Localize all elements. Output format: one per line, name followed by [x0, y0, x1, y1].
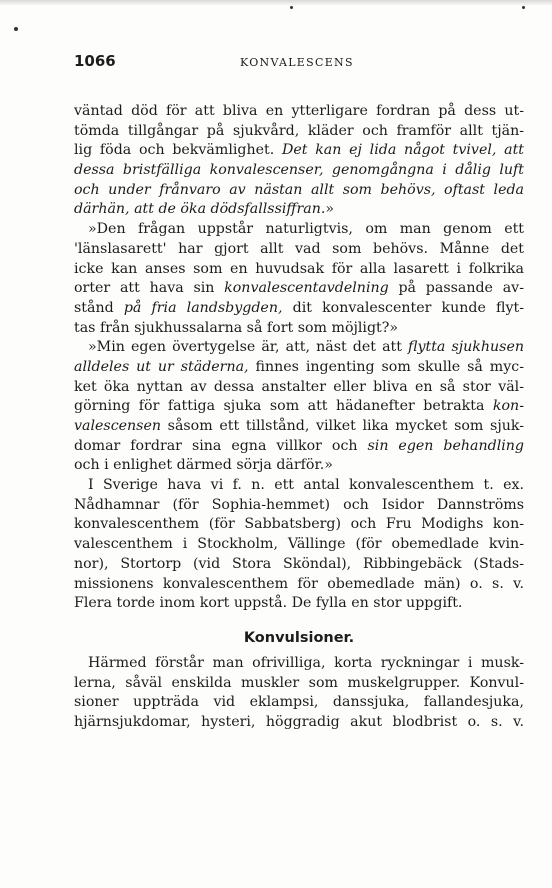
text-line	[74, 102, 524, 122]
text-line	[74, 299, 524, 319]
italic-run: sin egen behandling	[367, 437, 525, 454]
running-head: KONVALESCENS	[240, 56, 354, 69]
page-header	[74, 52, 524, 78]
italic-run: flytta sjukhusen	[408, 339, 524, 356]
text-run: domar fordrar sina egna villkor och	[74, 437, 368, 454]
text-run: lig föda och bekvämlighet.	[74, 142, 282, 159]
scan-edge-shadow	[0, 0, 552, 6]
italic-run: valescensen	[74, 418, 161, 434]
text-line	[74, 338, 524, 358]
text-run: väntad död för att bliva en ytterligare fordran på dess ut-	[74, 103, 524, 119]
italic-run: dessa bristfälliga konvalescenser, genomgångna i dålig luft	[74, 162, 524, 179]
italic-run: alldeles ut ur städerna,	[74, 358, 249, 375]
italic-run: på fria landsbygden,	[123, 299, 283, 316]
text-run: nor), Stortorp (vid Stora Sköndal), Ribbingebäck (Stads-	[74, 555, 524, 572]
paragraph-block-konvulsioner	[74, 654, 524, 733]
text-line	[74, 456, 524, 476]
text-line	[74, 260, 524, 280]
text-line	[74, 161, 524, 181]
paragraph-block-main	[74, 102, 524, 614]
text-line	[74, 240, 524, 260]
text-line	[74, 141, 524, 161]
book-page	[74, 52, 524, 733]
text-line	[74, 496, 524, 516]
text-line	[74, 437, 524, 457]
text-line	[74, 575, 524, 595]
text-run: tas från sjukhussalarna så fort som möjligt?»	[74, 319, 399, 336]
scan-speck	[14, 27, 18, 31]
text-run: missionens konvalescenthem för obemedlade män) o. s. v.	[74, 575, 524, 592]
text-run: Flera torde inom kort uppstå. De fylla en stor uppgift.	[74, 595, 463, 612]
text-run: dit konvalescenter kunde flyt-	[282, 299, 525, 316]
text-line	[74, 200, 524, 220]
italic-run: och under frånvaro av nästan allt som behövs, oftast leda	[74, 181, 524, 198]
section-heading: Konvulsioner.	[243, 629, 355, 646]
text-line	[74, 713, 524, 733]
text-line	[74, 319, 524, 339]
text-line	[74, 674, 524, 694]
text-line	[74, 122, 524, 142]
body-text	[74, 102, 524, 733]
text-run: ket öka nyttan av dessa anstalter eller bliva en så stor väl-	[74, 378, 524, 395]
text-run: konvalescenthem (för Sabbatsberg) och Fru Modighs kon-	[74, 516, 524, 533]
scan-speck	[522, 6, 525, 9]
text-run: stånd	[74, 299, 124, 316]
text-run: 'länslasarett' har gjort allt vad som behövs. Månne det	[74, 240, 524, 257]
text-line	[74, 693, 524, 713]
text-run: valescenthem i Stockholm, Vällinge (för obemedlade kvin-	[74, 536, 524, 553]
text-line	[74, 515, 524, 535]
text-line	[74, 181, 524, 201]
text-line	[74, 555, 524, 575]
text-run: finnes ingenting som skulle så myc-	[248, 358, 524, 375]
text-run: I Sverige hava vi f. n. ett antal konvalescenthem t. ex.	[88, 477, 524, 494]
text-line	[74, 358, 524, 378]
text-run: Härmed förstår man ofrivilliga, korta ryckningar i musk-	[88, 654, 524, 671]
text-line	[74, 535, 524, 555]
text-run: »Min egen övertygelse är, att, näst det att	[88, 339, 409, 356]
text-run: såsom ett tillstånd, vilket lika mycket som sjuk-	[160, 418, 524, 434]
text-run: tömda tillgångar på sjukvård, kläder och framför allt tjän-	[74, 122, 524, 139]
page-number: 1066	[74, 52, 116, 70]
text-run: sioner uppträda vid eklampsi, danssjuka, fallandesjuka,	[74, 694, 524, 711]
text-run: görning för fattiga sjuka som att hädanefter betrakta	[74, 398, 493, 415]
text-run: och i enlighet därmed sörja därför.»	[74, 457, 333, 474]
text-line	[74, 397, 524, 417]
scan-speck	[290, 6, 293, 9]
italic-run: kon-	[492, 398, 524, 415]
text-line	[74, 378, 524, 398]
text-run: icke kan anses som en huvudsak för alla lasarett i folkrika	[74, 260, 524, 277]
text-run: lerna, såväl enskilda muskler som muskelgrupper. Konvul-	[74, 674, 524, 691]
text-line	[74, 417, 524, 437]
italic-run: därhän, att de öka dödsfallssiffran.	[74, 201, 326, 218]
text-line	[74, 594, 524, 614]
text-run: på passande av-	[388, 280, 524, 297]
text-line	[74, 654, 524, 674]
text-line	[74, 476, 524, 496]
text-run: »Den frågan uppstår naturligtvis, om man genom ett	[88, 221, 524, 238]
text-run: hjärnsjukdomar, hysteri, höggradig akut blodbrist o. s. v.	[74, 713, 524, 730]
text-line	[74, 279, 524, 299]
italic-run: Det kan ej lida något tvivel, att	[281, 142, 524, 159]
text-line	[74, 220, 524, 240]
text-run: Nådhamnar (för Sophia-hemmet) och Isidor Dannströms	[74, 496, 524, 513]
italic-run: konvalescentavdelning	[224, 280, 389, 297]
text-run: orter att hava sin	[74, 280, 225, 297]
text-run: »	[325, 201, 335, 218]
